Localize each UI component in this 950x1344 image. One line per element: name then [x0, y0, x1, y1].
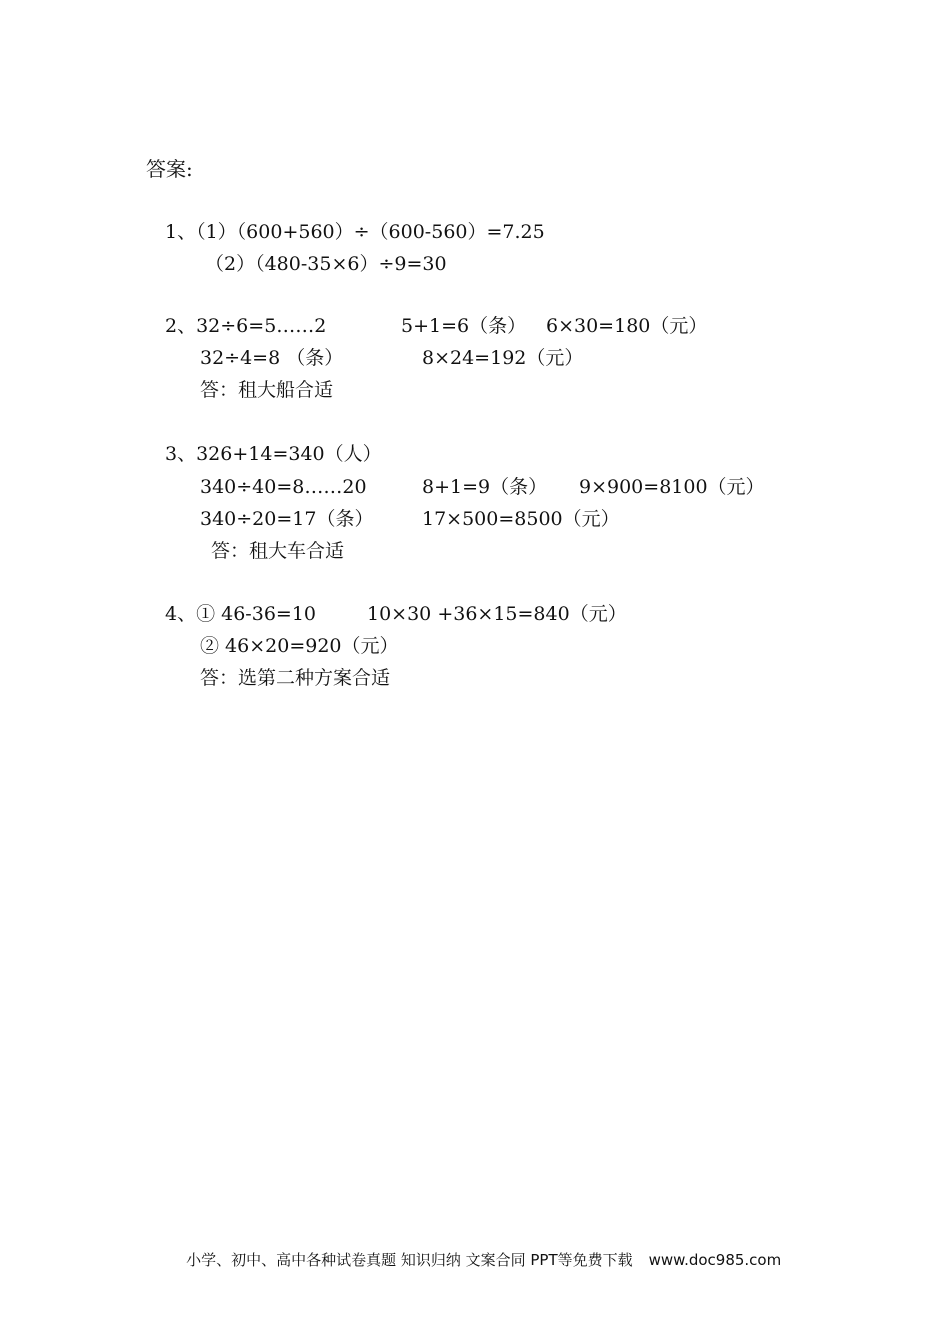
q2-line-1-part-b: 5+1=6（条） — [401, 315, 527, 337]
q4-line-1-part-a: 4、① 46-36=10 — [165, 603, 316, 625]
q3-line-3-part-b: 17×500=8500（元） — [422, 508, 620, 530]
q3-answer: 答：租大车合适 — [211, 540, 345, 562]
q1-line-1: 1、（1）（600+560）÷（600-560）=7.25 — [165, 221, 545, 243]
q3-line-2-part-a: 340÷40=8……20 — [200, 476, 367, 498]
q2-line-2-part-a: 32÷4=8 （条） — [200, 347, 344, 369]
q2-line-1 — [165, 313, 725, 339]
q2-line-2-part-b: 8×24=192（元） — [422, 347, 584, 369]
q2-answer: 答：租大船合适 — [200, 379, 334, 401]
q2-line-2 — [200, 345, 620, 371]
q1-line-2: （2）（480-35×6）÷9=30 — [205, 253, 447, 275]
q2-line-1-part-c: 6×30=180（元） — [546, 315, 708, 337]
q4-answer: 答：选第二种方案合适 — [200, 667, 391, 689]
q3-line-2 — [200, 474, 780, 500]
footer-text: 小学、初中、高中各种试卷真题 知识归纳 文案合同 PPT等免费下载 — [186, 1251, 633, 1269]
q3-line-2-part-c: 9×900=8100（元） — [579, 476, 765, 498]
q4-line-2: ② 46×20=920（元） — [200, 635, 399, 657]
q2-line-1-part-a: 2、32÷6=5……2 — [165, 315, 327, 337]
page-footer — [167, 1227, 781, 1293]
footer-url[interactable]: www.doc985.com — [648, 1251, 782, 1269]
q4-line-1-part-b: 10×30 +36×15=840（元） — [367, 603, 627, 625]
q4-line-1 — [165, 601, 645, 627]
q3-line-2-part-b: 8+1=9（条） — [422, 476, 548, 498]
q3-line-3 — [200, 506, 640, 532]
q3-line-1: 3、326+14=340（人） — [165, 443, 382, 465]
q3-line-3-part-a: 340÷20=17（条） — [200, 508, 374, 530]
answer-heading: 答案: — [146, 157, 193, 181]
